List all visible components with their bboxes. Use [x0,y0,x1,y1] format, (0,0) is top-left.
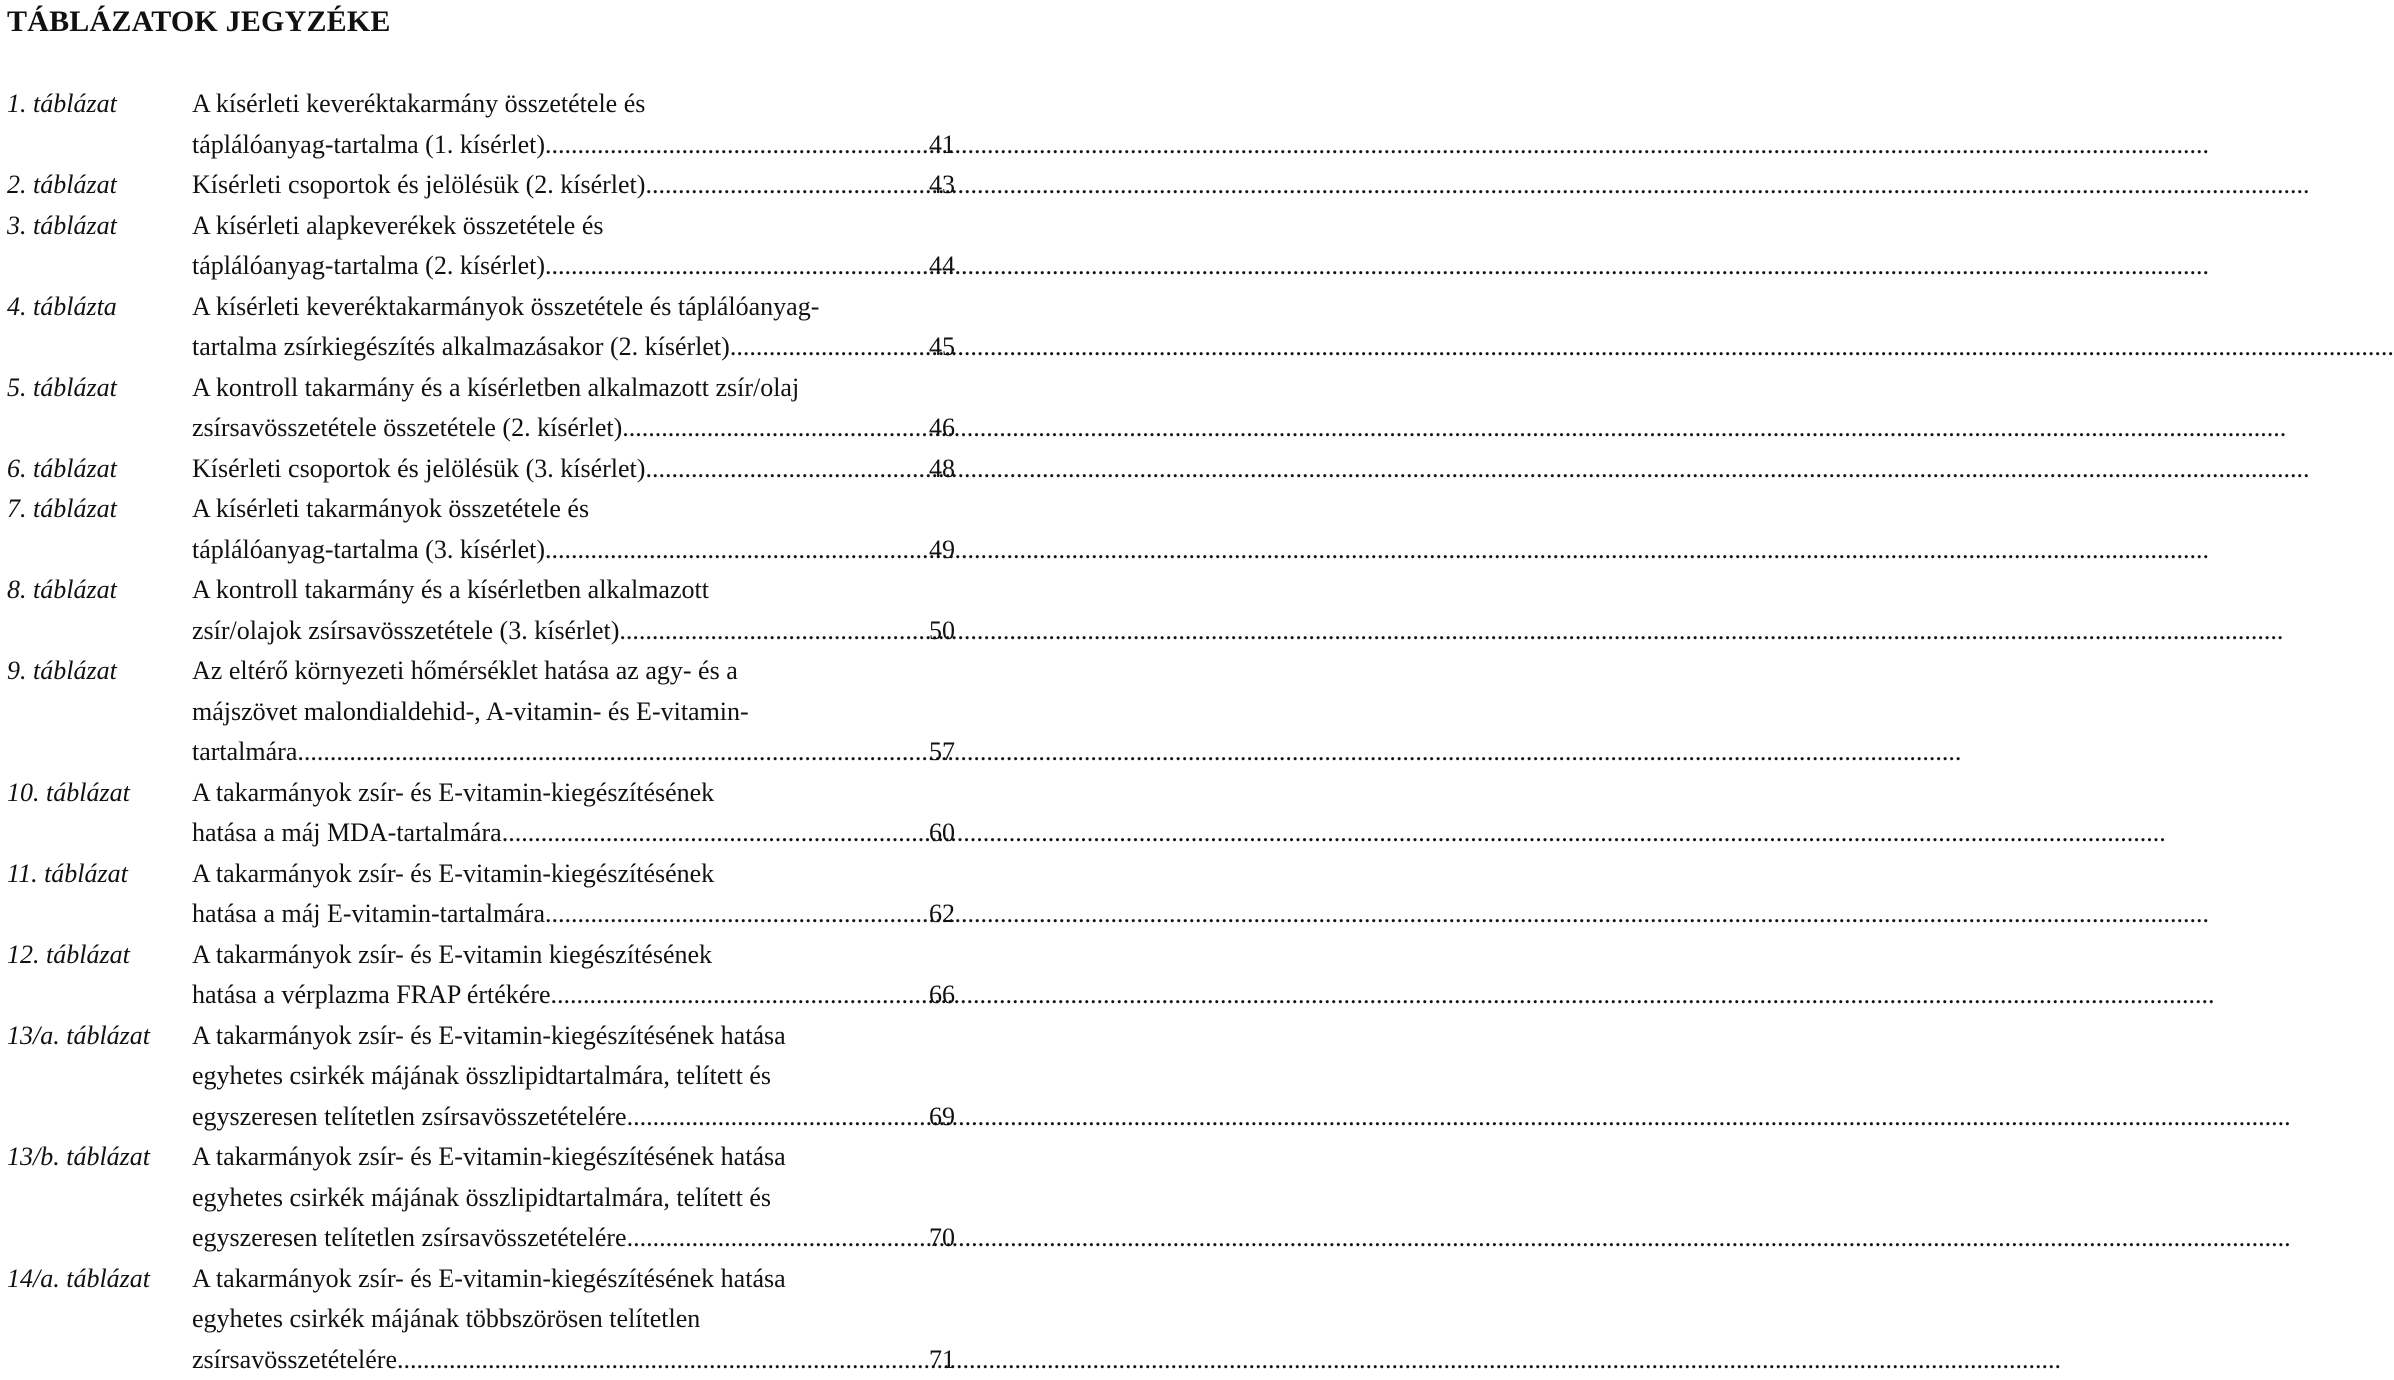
entry-title-text: tartalmára [192,732,297,773]
dot-leader [627,1218,929,1259]
entry-label: 14/a. táblázat [7,1259,192,1380]
toc-entry [7,854,955,935]
entry-title-line [192,1218,955,1259]
dot-leader [502,813,929,854]
entry-title-line [192,692,955,733]
entry-title-line [192,651,955,692]
entry-label: 2. táblázat [7,165,192,206]
entry-title-line [192,813,955,854]
page-number: 57 [929,732,955,773]
entry-title [192,1137,955,1259]
entry-title-line [192,1016,955,1057]
page-title: TÁBLÁZATOK JEGYZÉKE [7,2,391,42]
page-number: 44 [929,246,955,287]
entry-title-line [192,854,955,895]
dot-leader [645,449,929,490]
entry-title [192,287,955,368]
entry-label: 12. táblázat [7,935,192,1016]
entry-title-line [192,570,955,611]
entry-title-line [192,1097,955,1138]
dot-leader [730,327,929,368]
toc-entry [7,651,955,773]
entry-title-line [192,1340,955,1380]
document-page [0,0,960,1366]
entry-title-line [192,246,955,287]
entry-title-text: Kísérleti csoportok és jelölésük (2. kísérlet) [192,165,645,206]
page-number: 71 [929,1340,955,1380]
entry-title-text: A kísérleti keveréktakarmány összetétele és [192,84,645,125]
entry-title-text: táplálóanyag-tartalma (2. kísérlet) [192,246,545,287]
entry-title-line [192,975,955,1016]
entry-label: 11. táblázat [7,854,192,935]
dot-leader [545,125,929,166]
page-number: 60 [929,813,955,854]
entry-title-text: A takarmányok zsír- és E-vitamin-kiegészítésének [192,854,714,895]
entry-title-line [192,206,955,247]
entry-title-text: egyhetes csirkék májának összlipidtartalmára, telített és [192,1178,771,1219]
entry-title-text: Kísérleti csoportok és jelölésük (3. kísérlet) [192,449,645,490]
entry-title [192,206,955,287]
entry-title-line [192,84,955,125]
entry-title-line [192,1178,955,1219]
entry-label: 10. táblázat [7,773,192,854]
entry-title [192,773,955,854]
page-number: 45 [929,327,955,368]
entry-title-line [192,1056,955,1097]
entry-label: 7. táblázat [7,489,192,570]
entry-title-text: egyhetes csirkék májának összlipidtartalmára, telített és [192,1056,771,1097]
entry-label: 5. táblázat [7,368,192,449]
entry-label: 6. táblázat [7,449,192,490]
entry-title [192,935,955,1016]
entry-title-line [192,1299,955,1340]
toc-entry [7,773,955,854]
entry-title-text: egyszeresen telítetlen zsírsavösszetételére [192,1218,627,1259]
entry-title-text: hatása a vérplazma FRAP értékére [192,975,551,1016]
entry-title-text: A takarmányok zsír- és E-vitamin-kiegészítésének hatása [192,1016,786,1057]
toc-entry [7,935,955,1016]
entry-title-text: Az eltérő környezeti hőmérséklet hatása az agy- és a [192,651,738,692]
entry-title [192,1259,955,1380]
entry-title-line [192,611,955,652]
entry-title-text: A kontroll takarmány és a kísérletben alkalmazott [192,570,709,611]
entry-title-text: egyhetes csirkék májának többszörösen telítetlen [192,1299,700,1340]
dot-leader [619,611,929,652]
dot-leader [627,1097,929,1138]
entry-title [192,570,955,651]
page-number: 50 [929,611,955,652]
entry-title-text: májszövet malondialdehid-, A-vitamin- és E-vitamin- [192,692,749,733]
entry-title-text: A takarmányok zsír- és E-vitamin-kiegészítésének hatása [192,1137,786,1178]
entry-title-text: A kontroll takarmány és a kísérletben alkalmazott zsír/olaj [192,368,799,409]
entry-title-line [192,1259,955,1300]
entry-title-line [192,368,955,409]
entry-title-text: egyszeresen telítetlen zsírsavösszetételére [192,1097,627,1138]
entry-title-text: A takarmányok zsír- és E-vitamin kiegészítésének [192,935,712,976]
entry-title-text: A takarmányok zsír- és E-vitamin-kiegészítésének [192,773,714,814]
entry-title-line [192,408,955,449]
entry-title-text: A kísérleti alapkeverékek összetétele és [192,206,603,247]
entry-label: 3. táblázat [7,206,192,287]
entry-title-text: táplálóanyag-tartalma (3. kísérlet) [192,530,545,571]
entry-title-line [192,287,955,328]
page-number: 49 [929,530,955,571]
toc-entry [7,489,955,570]
toc-entry [7,165,955,206]
entry-title-text: tartalma zsírkiegészítés alkalmazásakor (2. kísérlet) [192,327,730,368]
entry-label: 1. táblázat [7,84,192,165]
entry-title-line [192,327,955,368]
entry-title-text: zsírsavösszetétele összetétele (2. kísérlet) [192,408,622,449]
entry-label: 4. táblázta [7,287,192,368]
toc-entry [7,368,955,449]
entry-title-line [192,1137,955,1178]
entry-title-line [192,125,955,166]
entry-title-line [192,894,955,935]
table-list [7,84,955,1380]
toc-entry [7,1259,955,1380]
toc-entry [7,287,955,368]
dot-leader [545,530,929,571]
toc-entry [7,1137,955,1259]
entry-label: 13/a. táblázat [7,1016,192,1138]
entry-title-text: hatása a máj E-vitamin-tartalmára [192,894,545,935]
entry-title-text: zsír/olajok zsírsavösszetétele (3. kísérlet) [192,611,619,652]
entry-title [192,489,955,570]
entry-label: 13/b. táblázat [7,1137,192,1259]
toc-entry [7,84,955,165]
entry-title-text: A takarmányok zsír- és E-vitamin-kiegészítésének hatása [192,1259,786,1300]
entry-title-text: A kísérleti takarmányok összetétele és [192,489,589,530]
entry-title-line [192,773,955,814]
entry-title [192,854,955,935]
page-number: 43 [929,165,955,206]
entry-title-line [192,165,955,206]
dot-leader [545,894,929,935]
entry-title [192,449,955,490]
page-number: 41 [929,125,955,166]
dot-leader [297,732,929,773]
entry-label: 9. táblázat [7,651,192,773]
entry-title-text: zsírsavösszetételére [192,1340,397,1380]
dot-leader [622,408,929,449]
entry-title-line [192,935,955,976]
entry-title-line [192,530,955,571]
entry-title-line [192,489,955,530]
entry-title-line [192,732,955,773]
entry-title-text: A kísérleti keveréktakarmányok összetétele és táplálóanyag- [192,287,819,328]
page-number: 46 [929,408,955,449]
dot-leader [645,165,929,206]
entry-title-text: táplálóanyag-tartalma (1. kísérlet) [192,125,545,166]
entry-title [192,84,955,165]
entry-label: 8. táblázat [7,570,192,651]
page-number: 62 [929,894,955,935]
toc-entry [7,1016,955,1138]
toc-entry [7,449,955,490]
page-number: 69 [929,1097,955,1138]
page-number: 66 [929,975,955,1016]
entry-title [192,368,955,449]
toc-entry [7,206,955,287]
entry-title-text: hatása a máj MDA-tartalmára [192,813,502,854]
entry-title [192,651,955,773]
dot-leader [551,975,929,1016]
page-number: 48 [929,449,955,490]
dot-leader [545,246,929,287]
entry-title-line [192,449,955,490]
entry-title [192,165,955,206]
page-number: 70 [929,1218,955,1259]
dot-leader [397,1340,929,1380]
toc-entry [7,570,955,651]
entry-title [192,1016,955,1138]
